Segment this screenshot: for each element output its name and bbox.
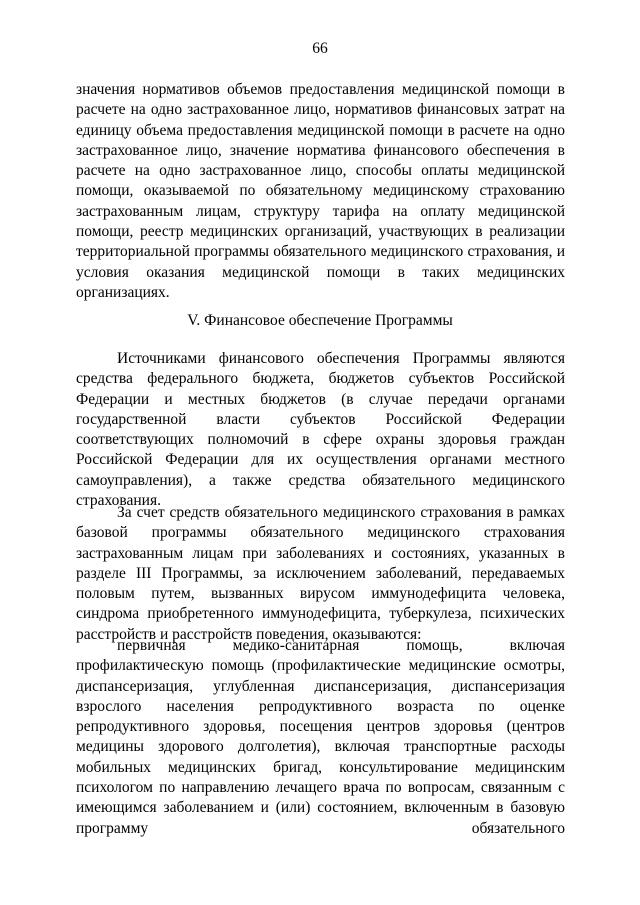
paragraph-primary-care: первичная медико-санитарная помощь, включая профилактическую помощь (профилактические медицинские осмотры, диспансеризация, углубленная диспансеризация, диспансеризация взрослого населения репродуктивного возраста по оценке репродуктивного здоровья, посещения центров здоровья (центров медицины здорового долголетия), включая транспортные расходы мобильных медицинских бригад, консультирование медицинским психологом по направлению лечащего врача по вопросам, связанным с имеющимся заболеванием и (или) состоянием, включенным в базовую программу обязательного — [76, 637, 565, 837]
paragraph-funding-sources: Источниками финансового обеспечения Программы являются средства федерального бюджета, бюджетов субъектов Российской Федерации и местных бюджетов (в случае передачи органами государственной власти субъектов Российской Федерации соответствующих полномочий в сфере охраны здоровья граждан Российской Федерации для их осуществления органами местного самоуправления), а также средства обязательного медицинского страхования. — [76, 350, 565, 510]
page-number: 66 — [312, 40, 328, 57]
paragraph-primary-care-block — [76, 636, 565, 839]
paragraph-oms-coverage: За счет средств обязательного медицинского страхования в рамках базовой программы обязательного медицинского страхования застрахованным лицам при заболеваниях и состояниях, указанных в разделе III Программы, за исключением заболеваний, передаваемых половым путем, вызванных вирусом иммунодефицита человека, синдрома приобретенного иммунодефицита, туберкулеза, психических расстройств и расстройств поведения, оказываются: — [76, 504, 565, 643]
paragraph-continuation: значения нормативов объемов предоставления медицинской помощи в расчете на одно застрахованное лицо, нормативов финансовых затрат на единицу объема предоставления медицинской помощи в расчете на одно застрахованное лицо, значение норматива финансового обеспечения в расчете на одно застрахованное лицо, способы оплаты медицинской помощи, оказываемой по обязательному медицинскому страхованию застрахованным лицам, структуру тарифа на оплату медицинской помощи, реестр медицинских организаций, участвующих в реализации территориальной программы обязательного медицинского страхования, и условия оказания медицинской помощи в таких медицинских организациях. — [76, 81, 565, 301]
paragraph-continuation-block — [76, 80, 565, 303]
section-heading: V. Финансовое обеспечение Программы — [187, 312, 453, 329]
paragraph-oms-coverage-block — [76, 503, 565, 645]
paragraph-funding-sources-block — [76, 349, 565, 511]
